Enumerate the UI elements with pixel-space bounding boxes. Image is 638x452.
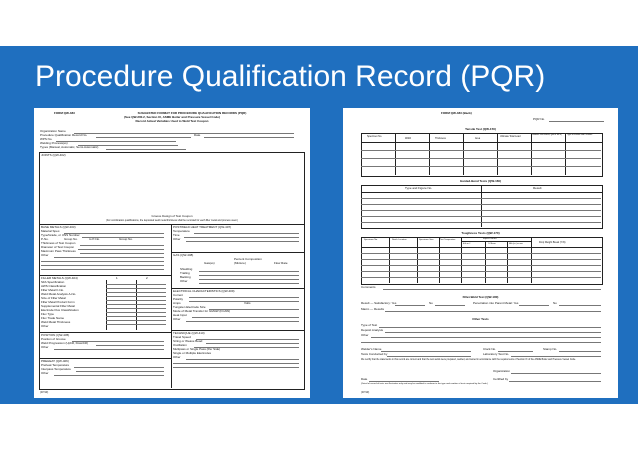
tensile-col-failure: Type of Failure and Location: [567, 134, 593, 136]
gas-row-backing: Backing: [180, 275, 191, 279]
field-to-p-no: to P-No.: [89, 237, 101, 241]
bend-title: Guided-Bend Tests (QW-160): [459, 179, 502, 183]
field-preheat-other: Other: [41, 371, 49, 375]
field-heat-input: Heat Input: [173, 313, 187, 317]
tensile-title: Tensile Test (QW-150): [465, 127, 496, 131]
joints-title: JOINTS (QW-402): [41, 153, 66, 157]
toughness-col-impact: Impact Values: [483, 238, 497, 240]
field-base-other: Other: [41, 253, 49, 257]
field-diameter-test-coupon: Diameter of Test Coupon: [41, 245, 75, 249]
field-pwht-time: Time: [173, 233, 180, 237]
tensile-table: [361, 133, 603, 177]
toughness-sub-shear: % Shear: [488, 243, 496, 245]
field-supplemental: Supplemental Filler Metal: [41, 304, 75, 308]
pwht-title: POSTWELD HEAT TREATMENT (QW-407): [173, 225, 232, 229]
field-tungsten-size: Tungsten Electrode Size: [173, 305, 206, 309]
field-tests-conducted-by: Tests Conducted by: [361, 352, 388, 356]
detail-note: (Detail of record of tests are illustrative only and may be modified to conform to the type and number of tests required by the Code.): [361, 383, 488, 385]
field-organization-name: Organization Name: [40, 129, 66, 133]
groove-note: (For combination qualifications, the deposited weld metal thickness shall be recorded for each filler metal and process used.): [106, 219, 238, 222]
field-wps-no: WPS No.: [40, 137, 53, 141]
field-welders-name: Welder's Name: [361, 347, 382, 351]
field-certified-by: Certified by: [493, 377, 509, 381]
toughness-col-notch: Notch Location: [392, 239, 407, 241]
field-weld-thickness: Weld Metal Thickness: [41, 320, 71, 324]
technique-title: TECHNIQUE (QW-410): [173, 331, 205, 335]
field-electrical-other: Other: [173, 317, 181, 321]
field-organization: Organization: [493, 369, 511, 373]
field-other-tests-other: Other: [361, 333, 369, 337]
pqr-form-front-page: [34, 108, 310, 398]
tensile-col-area: Area: [475, 137, 481, 140]
gas-row-shielding: Shielding: [180, 267, 193, 271]
field-pwht-temperature: Temperature: [173, 229, 190, 233]
tensile-col-total-load: Ultimate Total Load: [500, 135, 521, 138]
field-types: Types (Manual, Automatic, Semi-Automatic): [40, 145, 99, 149]
front-footer: (07/13): [40, 391, 49, 394]
gas-title: GAS (QW-408): [173, 253, 194, 257]
field-pqr-no: Procedure Qualification Record No.: [40, 133, 88, 137]
fillet-macro-results: Macro — Results: [361, 307, 385, 311]
field-weld-progression: Weld Progression (Uphill, Downhill): [41, 341, 88, 345]
toughness-sub-mils: Mils (in.) or mm: [509, 243, 523, 245]
field-back-date: Date: [361, 377, 368, 381]
field-clock-no: Clock No.: [483, 347, 497, 351]
tensile-col-width: Width: [405, 137, 412, 140]
certification-statement: We certify that the statements in this record are correct and that the test welds were prepared, welded, and tested in accordance with the requirements of Section IX of the ASME Boiler and Pressure Vessel Code.: [361, 359, 576, 361]
field-volts: Volts: [244, 301, 251, 305]
form-heading-line1: SUGGESTED FORMAT FOR PROCEDURE QUALIFICATION RECORDS (PQR): [137, 111, 247, 115]
field-f-no: Filler Metal F-No.: [41, 288, 65, 292]
base-metals-title: BASE METALS (QW-403): [41, 225, 76, 229]
gas-row-other: Other: [180, 279, 188, 283]
filler-metals-title: FILLER METALS (QW-404): [41, 276, 78, 280]
field-welding-processes: Welding Process(es): [40, 141, 68, 145]
field-multipass: Multipass or Single Pass (Per Side): [173, 347, 221, 351]
tensile-col-specimen: Specimen No.: [367, 135, 383, 138]
bend-col-type: Type and Figure No.: [405, 186, 433, 190]
field-aws-class: AWS Classification: [41, 284, 67, 288]
field-product-form: Filler Metal Product Form: [41, 300, 75, 304]
field-filler-size: Size of Filler Metal: [41, 296, 66, 300]
field-position-groove: Position of Groove: [41, 337, 66, 341]
field-group-no: Group No.: [64, 237, 78, 241]
form-id: FORM QW-483: [54, 111, 75, 115]
gas-composition-label: Percent Composition: [234, 257, 262, 261]
toughness-sub-ftlb: ft-lb or J: [463, 243, 471, 245]
field-pwht-other: Other: [173, 237, 181, 241]
bend-col-result: Result: [533, 186, 542, 190]
toughness-title: Toughness Tests (QW-170): [461, 231, 500, 235]
field-current: Current: [173, 293, 184, 297]
other-tests-title: Other Tests: [472, 317, 489, 321]
field-type-of-test: Type of Test: [361, 323, 378, 327]
tensile-col-thickness: Thickness: [435, 137, 446, 140]
field-a-no: Weld Metal Analysis A-No.: [41, 292, 77, 296]
field-p-no: P-No.: [41, 237, 49, 241]
field-electrodes: Single or Multiple Electrodes: [173, 351, 212, 355]
field-filler-other: Other: [41, 324, 49, 328]
field-preheat-temp: Preheat Temperature: [41, 363, 70, 367]
pqr-form-back-page: [343, 108, 618, 398]
field-flux-type: Flux Type: [41, 312, 54, 316]
back-pqr-no: PQR No.: [533, 117, 546, 121]
field-travel-speed: Travel Speed: [173, 335, 191, 339]
field-type-grade: Type/Grade, or UNS Number: [41, 233, 80, 237]
filler-col-2: 2: [146, 276, 148, 280]
toughness-col-size: Specimen Size: [419, 239, 434, 241]
field-technique-other: Other: [173, 355, 181, 359]
field-flux-trade: Flux Trade Name: [41, 316, 65, 320]
toughness-col-temp: Test Temperature: [440, 239, 456, 241]
tensile-col-unit-stress: Ultimate Unit Stress, (psi or MPa): [532, 134, 562, 136]
field-metal-transfer: Mode of Metal Transfer for GMAW (FCAW): [173, 309, 231, 313]
field-oscillation: Oscillation: [173, 343, 187, 347]
fillet-title: Fillet-Weld Test (QW-180): [462, 295, 499, 299]
slide-title: Procedure Qualification Record (PQR): [35, 60, 546, 93]
preheat-title: PREHEAT (QW-406): [41, 359, 69, 363]
field-max-pass-thickness: Maximum Pass Thickness: [41, 249, 76, 253]
toughness-col-drop-weight: Drop Weight Break (Y/N): [539, 241, 566, 244]
field-interpass-temp: Interpass Temperature: [41, 367, 71, 371]
field-amps: Amps: [173, 301, 181, 305]
position-title: POSITION (QW-405): [41, 333, 70, 337]
field-flux-class: Electrode Flux Classification: [41, 308, 79, 312]
toughness-col-specimen: Specimen No.: [364, 239, 378, 241]
field-string-weave: String or Weave Bead: [173, 339, 203, 343]
field-position-other: Other: [41, 345, 49, 349]
fillet-penetration-no: No: [553, 301, 557, 305]
comments-label: Comments: [361, 285, 376, 289]
field-deposit-analysis: Deposit Analysis: [361, 328, 384, 332]
field-thickness-test-coupon: Thickness of Test Coupon: [41, 241, 76, 245]
filler-col-1: 1: [116, 276, 118, 280]
electrical-title: ELECTRICAL CHARACTERISTICS (QW-409): [173, 289, 235, 293]
gas-col-mixture: (Mixture): [234, 261, 246, 265]
field-group-no-2: Group No.: [119, 237, 133, 241]
groove-design-label: Groove Design of Test Coupon: [151, 214, 193, 218]
back-footer: (07/13): [361, 391, 370, 394]
gas-row-trailing: Trailing: [180, 271, 190, 275]
field-sfa-spec: SFA Specification: [41, 280, 65, 284]
form-heading-line3: Record Actual Variables Used to Weld Test Coupon: [135, 119, 209, 123]
back-form-id: FORM QW-483 (Back): [441, 111, 472, 115]
fillet-penetration-yes: Penetration into Parent Metal: Yes: [473, 301, 519, 305]
field-stamp-no: Stamp No.: [543, 347, 558, 351]
form-heading-line2: (See QW-200.2, Section IX, ASME Boiler and Pressure Vessel Code): [124, 115, 220, 119]
fillet-result-yes: Result — Satisfactory: Yes: [361, 301, 397, 305]
gas-col-flow-rate: Flow Rate: [274, 261, 288, 265]
field-polarity: Polarity: [173, 297, 184, 301]
gas-col-gases: Gas(es): [204, 261, 215, 265]
field-material-spec: Material Spec.: [41, 229, 61, 233]
field-lab-test-no: Laboratory Test No.: [483, 352, 510, 356]
field-date: Date: [194, 133, 201, 137]
fillet-result-no: No: [429, 301, 433, 305]
